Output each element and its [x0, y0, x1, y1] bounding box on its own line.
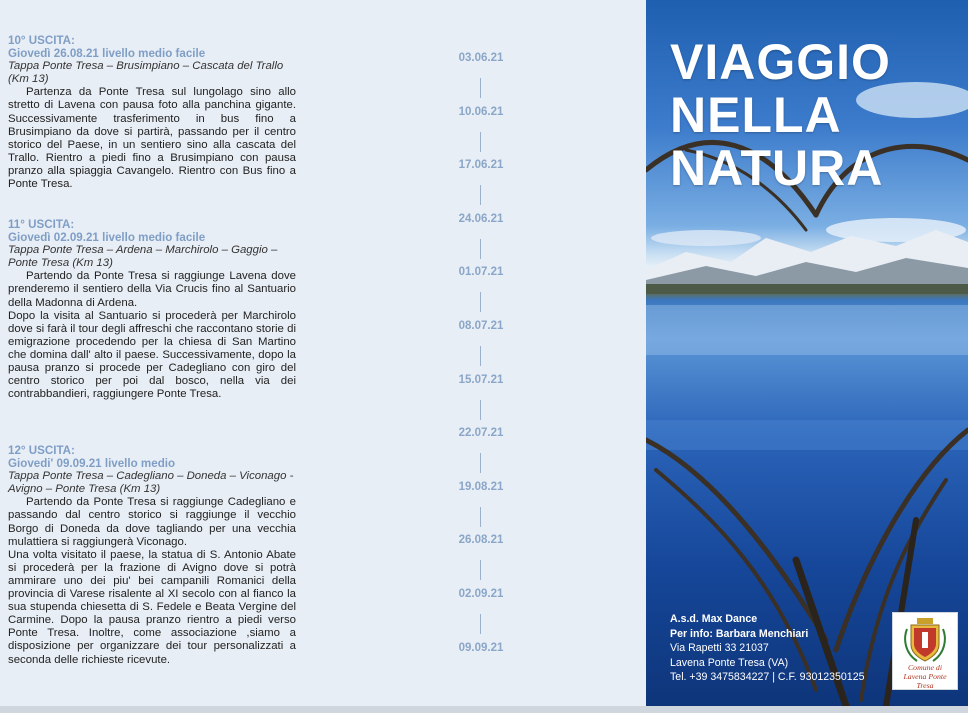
- description-paragraph: Dopo la visita al Santuario si procederà per Marchirolo dove si farà il tour degli affreschi che raccontano storie di emigrazione procedendo per la chiesa di San Martino che domina dall' alto il paese. Successivamente, dopo la pausa pranzo si procede per Cadegliano con giro del centro storico per poi dal bosco, nella via dei contrabbandieri, raggiungere Ponte Tresa.: [8, 309, 296, 401]
- timeline-date: 01.07.21: [458, 266, 504, 279]
- description-paragraph: Partendo da Ponte Tresa si raggiunge Cadegliano e passando dal centro storico si raggiunge il vecchio Borgo di Doneda da dove tagliando per una vecchia mulattiera si raggiungerà Viconago.: [8, 496, 296, 548]
- timeline-divider: [480, 346, 481, 366]
- organization-name: A.s.d. Max Dance: [670, 613, 758, 625]
- timeline-divider: [480, 132, 481, 152]
- title-line: VIAGGIO: [670, 34, 891, 90]
- timeline-divider: [480, 560, 481, 580]
- logo-caption-line: Lavena Ponte Tresa: [903, 672, 947, 690]
- timeline-divider: [480, 185, 481, 205]
- coat-of-arms-icon: [893, 615, 957, 665]
- timeline-date: 08.07.21: [458, 320, 504, 332]
- excursion-date-level: Giovedì 02.09.21 livello medio facile: [8, 231, 206, 245]
- excursion-route: Tappa Ponte Tresa – Brusimpiano – Cascata del Trallo (Km 13): [8, 60, 284, 86]
- timeline-date: 15.07.21: [458, 373, 504, 386]
- contact-person: Per info: Barbara Menchiari: [670, 627, 809, 640]
- timeline-date: 17.06.21: [458, 159, 504, 172]
- water-reflections: [646, 305, 968, 450]
- description-paragraph: Partendo da Ponte Tresa si raggiunge Lavena dove prenderemo il sentiero della Via Crucis fino al Santuario della Madonna di Ardena.: [8, 270, 296, 309]
- logo-caption: [895, 663, 955, 690]
- timeline-date: 22.07.21: [458, 427, 504, 440]
- excursion-description: [8, 270, 296, 401]
- timeline-date: 09.09.21: [458, 641, 504, 654]
- timeline-divider: [480, 239, 481, 259]
- timeline-date: 19.08.21: [458, 480, 504, 493]
- timeline-date: 10.06.21: [458, 105, 504, 118]
- city: Lavena Ponte Tresa (VA): [670, 656, 789, 669]
- excursion-date-level: Giovedì 26.08.21 livello medio facile: [8, 47, 206, 61]
- excursion-heading: 11° USCITA:: [8, 218, 75, 231]
- timeline-date: 02.09.21: [458, 588, 504, 600]
- municipality-logo: [892, 612, 958, 690]
- excursion-12: [8, 444, 296, 667]
- excursion-route: Tappa Ponte Tresa – Ardena – Marchirolo – Gaggio – Ponte Tresa (Km 13): [8, 244, 278, 270]
- logo-caption-line: Comune di: [907, 663, 942, 672]
- excursion-heading: 10° USCITA:: [8, 34, 75, 47]
- timeline-date: 26.08.21: [458, 534, 504, 547]
- contact-info: [670, 612, 864, 685]
- excursion-11: [8, 218, 296, 401]
- description-paragraph: Partenza da Ponte Tresa sul lungolago sino allo stretto di Lavena con pausa foto alla panchina gigante. Successivamente trasferimento in bus fino a Brusimpiano da dove si partirà, passando per il centro storico del Paese, in un sentiero sino alla cascata del Trallo. Rientro a piedi fino a Brusimpiano con pausa pranzo alla spiaggia Cavangelo. Rientro con Bus fino a Ponte Tresa.: [8, 86, 296, 191]
- excursion-10: [8, 34, 296, 191]
- excursion-date-level: Giovedi' 09.09.21 livello medio: [8, 457, 176, 471]
- timeline-date: 24.06.21: [458, 212, 504, 225]
- timeline-divider: [480, 453, 481, 473]
- cover-title: [670, 36, 891, 195]
- cover-panel: [646, 0, 968, 706]
- timeline-divider: [480, 292, 481, 312]
- excursion-description: [8, 86, 296, 191]
- title-line: NELLA: [670, 87, 842, 143]
- excursion-description: [8, 496, 296, 666]
- bottom-edge: [0, 706, 968, 713]
- address: Via Rapetti 33 21037: [670, 642, 769, 654]
- timeline-divider: [480, 78, 481, 98]
- timeline-divider: [480, 614, 481, 634]
- description-paragraph: Una volta visitato il paese, la statua di S. Antonio Abate si procederà per la frazione di Avigno dove si potrà ammirare uno dei piu' bei campanili Romanici della provincia di Varese risalente al XI secolo con al fianco la sua stupenda chiesetta di S. Fedele e Beata Vergine del Carmine. Dopo la pausa pranzo rientro a piedi verso Ponte Tresa. Inoltre, come associazione ,siamo a disposizione per organizzare dei tour personalizzati a seconda delle richieste ricevute.: [8, 548, 296, 666]
- excursion-route: Tappa Ponte Tresa – Cadegliano – Doneda – Viconago - Avigno – Ponte Tresa (Km 13): [8, 470, 294, 496]
- excursion-heading: 12° USCITA:: [8, 444, 75, 457]
- timeline-date: 03.06.21: [458, 52, 504, 64]
- title-line: NATURA: [670, 140, 884, 196]
- phone-tax-code: Tel. +39 3475834227 | C.F. 93012350125: [670, 671, 865, 683]
- timeline-divider: [480, 507, 481, 527]
- timeline-divider: [480, 400, 481, 420]
